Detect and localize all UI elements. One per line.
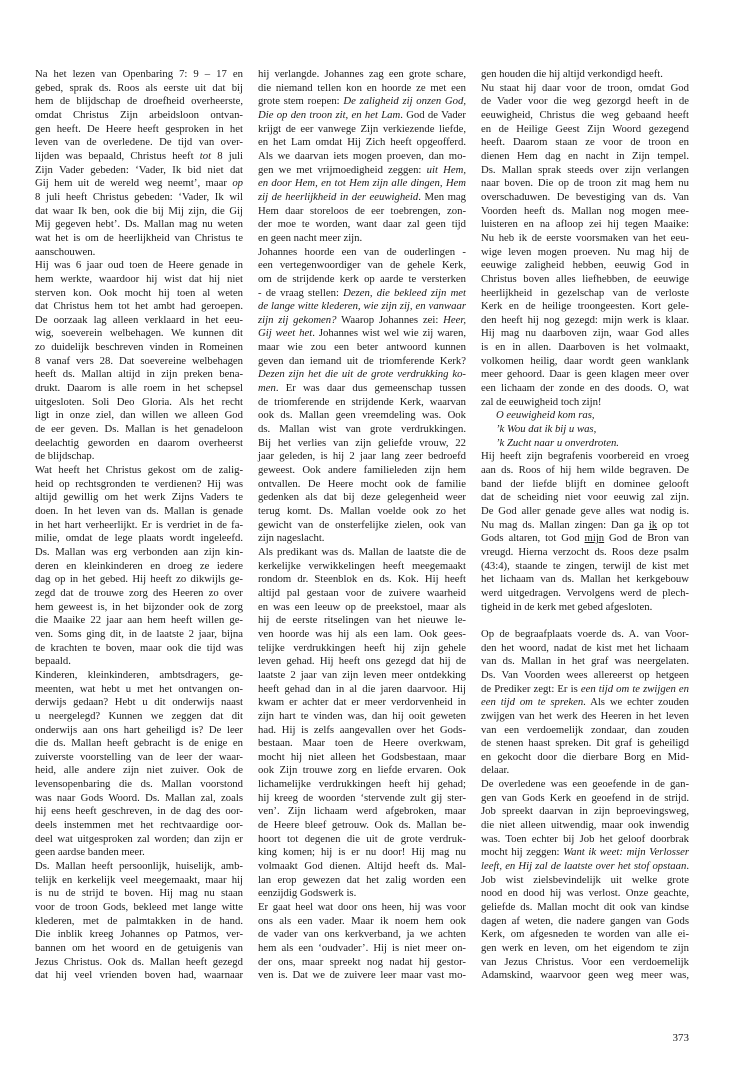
poem-verse [481, 409, 689, 450]
italic-quote: De zaligheid zij onzen God, [343, 95, 466, 108]
text-line: ontvallen. De Heere mocht ook de familie [258, 477, 466, 490]
text-line: ook Zijn trouwe zorg en liefde ervaren. Ook [258, 764, 466, 777]
text-line [258, 327, 466, 341]
text-line: gewicht van de onsterfelijke zielen, ook van [258, 518, 466, 531]
text-line: gen houden die hij altijd verkondigd heeft. [481, 68, 663, 80]
text-line: Adamskind, waarvoor geen weg meer was, [481, 969, 689, 982]
text-line: lan erop gewezen dat het zalig worden een [258, 873, 466, 886]
text-line [258, 368, 466, 382]
text-line: Christus boven alles liefhebben, de eeuwige [481, 272, 689, 285]
text-line: hem de blijdschap de droefheid overheerste, [35, 95, 243, 108]
text-line: telijke verdrukkingen heeft hij zijn gehele [258, 641, 466, 654]
text-line: klederen, met de palmtakken in de hand. [35, 914, 243, 927]
text-line: hem werkte, waardoor hij wist dat hij niet [35, 272, 243, 285]
italic-quote: tot [199, 149, 212, 162]
text-line: was naar Gods Woord. Ds. Mallan zal, zoals [35, 791, 243, 804]
text-line: en de Heilige Geest Zijn Woord gezegend [481, 122, 689, 135]
text-column-1 [35, 68, 243, 983]
underlined-word: mijn [584, 532, 605, 545]
text-line: de blijdschap. [35, 450, 95, 463]
text-line: dat waar Ik ben, ook die bij Mij zijn, die Gij [35, 204, 243, 217]
text-line: die niemand tellen kon en hoorde ze met een [258, 81, 466, 94]
text-line: de vader van ons kerkverband, ja we achten [258, 928, 466, 941]
text-line: ven. Soms ging dit, in de laatste 2 jaar, bijna [35, 627, 243, 640]
text-line: meer gehoord. Daar is geen klagen meer over [481, 368, 689, 381]
text-line: hoort tot degenen die uit de grote verdruk- [258, 832, 466, 845]
text-line: onderwijs aan ons hart geheiligd is? De leer [35, 723, 243, 736]
text-line: luisteren en na afloop zei hij tegen Maaike: [481, 218, 689, 231]
text-line: Mij gegeven hebt’. Ds. Mallan mag nu weten [35, 218, 243, 231]
text-line: ligt in onze ziel, dan willen we alleen God [35, 409, 243, 422]
text-line: milie, omdat de lege plaats wordt ingeleefd. [35, 532, 243, 545]
text-segment: . Johannes wist wel wie zij waren, [312, 327, 466, 340]
italic-quote: uit Hem, [426, 163, 466, 176]
text-line: ook ds. Mallan geen vreemdeling was. Ook [258, 409, 466, 422]
text-segment: grote stem roepen: [258, 95, 344, 108]
text-line: der ons, maar spreekt nog nadat hij gestor- [258, 955, 466, 968]
text-line: Job spreekt daarvan in zijn beproevingsweg, [481, 805, 689, 818]
text-segment: Waarop Johannes zei: [336, 313, 444, 326]
underlined-word: ik [648, 518, 658, 531]
text-line: band der liefde blijft en dominee gelooft [481, 477, 689, 490]
italic-quote: Want ik weet: mijn Verlosser [563, 846, 689, 859]
text-line: nood en dood hij was verlost. Onze geachte, [481, 887, 689, 900]
italic-quote: Dezen zijn het die uit de grote verdrukking ko- [258, 368, 466, 381]
text-line: en het Lam omdat Hij Zich heeft opgeofferd. [258, 136, 466, 149]
italic-quote: een tijd om te spreken [481, 696, 584, 709]
text-line: der moe te worden, want daar zal geen tijd [258, 218, 466, 231]
text-line [258, 382, 466, 396]
text-line: aan ds. Roos of hij hem wilde begraven. De [481, 464, 689, 477]
text-line: levensopenbaring die ds. Mallan voorstond [35, 778, 243, 791]
text-line: Kinderen, kleinkinderen, ambtsdragers, ge- [35, 668, 243, 681]
italic-quote: en door Hem, en tot Hem zijn alle dingen, Hem [258, 177, 466, 190]
text-line: Nu heb ik de eerste voorsmaken van het eeu- [481, 231, 689, 244]
italic-quote: Die op den troon zit, en het Lam [258, 108, 401, 121]
text-line: hem geweest is, in het bijzonder ook de zorg [35, 600, 243, 613]
text-line: geliefde ds. Mallan mocht dit ook van kindse [481, 901, 689, 914]
text-line [481, 532, 689, 546]
text-line: doen. In het leven van ds. Mallan is genade [35, 505, 243, 517]
text-line [258, 109, 466, 123]
text-line: Na het lezen van Openbaring 7: 9 – 17 en [35, 68, 243, 80]
text-line: naar boven. Die op de troon zit mag hem nu [481, 177, 689, 190]
text-line [258, 177, 466, 191]
text-line: altijd pal gestaan voor de zuivere waarheid [258, 586, 466, 599]
text-line [258, 314, 466, 328]
text-line: De oorzaak lag alleen verklaard in het eeu- [35, 313, 243, 326]
text-line: voor de troon Gods, bekleed met lange witte [35, 901, 243, 914]
text-line: Hij was 6 jaar oud toen de Heere genade in [35, 259, 243, 272]
text-line: king komen; hij is er nu door! Hij mag nu [258, 846, 466, 859]
paragraph [258, 246, 466, 546]
text-line: Hij heeft zijn begrafenis voorbereid en vroeg [481, 450, 689, 463]
text-line: zuiverste voorstelling van de leer der waar- [35, 750, 243, 763]
text-line: deelachtig geworden en daarom overheerst [35, 436, 243, 449]
text-line: rondom dr. Steenblok en ds. Kok. Hij heeft [258, 573, 466, 586]
text-line: Johannes hoorde een van de ouderlingen - [258, 245, 466, 258]
text-line: derwijs gedaan? Hebt u dit onderwijs naast [35, 696, 243, 709]
text-line: hij de eerste ritselingen van het nieuwe le- [258, 614, 466, 627]
text-line: een vertegenwoordiger van de gehele Kerk, [258, 259, 466, 272]
text-line: dagen af weten, die nadere gangen van Gods [481, 914, 689, 927]
italic-quote: een tijd om te zwijgen en [580, 682, 690, 695]
paragraph [35, 68, 243, 259]
italic-quote: de lange witte klederen, wie zijn zij, en vanwaar [258, 300, 466, 313]
text-line: die ds. Mallan heeft gebracht is de enige en [35, 737, 243, 750]
text-line [258, 300, 466, 314]
text-line: de Vader voor die weg gezorgd heeft in de [481, 95, 689, 108]
text-line: ’k Wou dat ik bij u was, [496, 423, 597, 436]
paragraph [481, 628, 689, 778]
text-line: gedenken als dat bij deze gelegenheid weer [258, 491, 466, 504]
text-column-3 [481, 68, 689, 983]
text-line: De God aller genade geve alles wat nodig is. [481, 505, 689, 517]
text-line: hem als een ‘oudvader’. Hij is niet meer on- [258, 942, 466, 954]
text-segment: . Men mag [418, 190, 466, 203]
text-line: tigheid in de kerk met gebed afgesloten. [481, 600, 653, 613]
text-line: heid op rechtsgronden te verdienen? Hij was [35, 477, 243, 490]
text-line: kerkelijke verwikkelingen heeft meegemaakt [258, 559, 466, 572]
text-line [35, 177, 243, 191]
text-line: bepaald. [35, 655, 71, 668]
text-line: zijn nageslacht. [258, 532, 325, 545]
italic-quote: Dezen, die bekleed zijn met [343, 286, 466, 299]
paragraph [258, 68, 466, 246]
text-segment: lijden was bepaald, Christus heeft [35, 149, 200, 162]
text-line: gebed, sprak ds. Roos als eerste uit dat bij [35, 81, 243, 94]
text-line: ven’. Zijn lichaam werd afgebroken, maar [258, 805, 466, 818]
text-line: Ds. Mallan sprak steeds over zijn verlangen [481, 163, 689, 176]
text-line [481, 519, 689, 533]
text-line: de triomferende en strijdende Kerk, waarvan [258, 395, 466, 408]
text-line: die niet alleen uitwendig, maar ook inwendig [481, 819, 689, 832]
text-line: eeuwigheid, Christus die weg gebaand heeft [481, 108, 689, 121]
text-segment: Nu mag ds. Mallan zingen: Dan ga [481, 518, 649, 531]
paragraph [258, 546, 466, 901]
text-line: Nu staat hij daar voor de troon, omdat God [481, 81, 689, 94]
text-line: vreugd. Hierna verzocht ds. Roos deze psalm [481, 545, 689, 558]
text-line: De overledene was een geoefende in de gan- [481, 778, 689, 791]
text-line: zal de eeuwigheid toch zijn! [481, 395, 602, 408]
text-segment: . God de Vader [400, 108, 466, 121]
text-line: overschaduwen. De bevestiging van ds. Van [481, 190, 689, 203]
text-line: Die inblik kreeg Johannes op Patmos, ver- [35, 928, 243, 941]
text-line: maar wie zou een beter antwoord kunnen [258, 341, 466, 354]
text-line: sterven kon. Ook mocht hij toen al weten [35, 286, 243, 299]
text-line: meenten, wat hebt u met het ontvangen on- [35, 682, 243, 695]
text-line: Kerk en de heilige troongeesten. Kort gele- [481, 300, 689, 313]
text-line: het lichaam van ds. Mallan het kerkgebouw [481, 573, 689, 586]
text-line: in het hart verheerlijkt. Er is verdriet in de fa- [35, 518, 243, 531]
text-segment: . [686, 860, 689, 873]
text-line: hij eens heeft geschreven, in de dag des oor- [35, 805, 243, 818]
text-line: 8 vanaf vers 28. Dat soevereine welbehagen [35, 354, 243, 367]
text-line: deel wat uitgesproken zal worden; dan zijn er [35, 832, 243, 845]
text-line: omdat Christus Zijn arbeidsloon ontvan- [35, 108, 243, 121]
text-line: ’k Zucht naar u onverdroten. [496, 436, 619, 449]
text-line: laatste 2 jaar van zijn leven meer ontdekking [258, 668, 466, 681]
text-column-2 [258, 68, 466, 983]
italic-quote: Gij weet het [258, 327, 313, 340]
text-line: heeft gehad dan in al die jaren daarvoor. Hij [258, 682, 466, 695]
text-line: dag op in het gebed. Hij heeft zo dikwijls ge- [35, 573, 243, 586]
text-line: ven is. Dat we de zuivere leer maar vast mo- [258, 969, 466, 982]
text-line: wat het is om de heerlijkheid van Christus te [35, 231, 243, 244]
paragraph [481, 82, 689, 410]
text-line: zegd dat de trouwe zorg des Heeren zo over [35, 586, 243, 599]
text-line: (43:4), staande te zingen, terwijl de kist met [481, 559, 689, 572]
text-line: Als we daarvan iets mogen proeven, dan mo- [258, 149, 466, 162]
text-line: volkomen heilig, daar wordt geen wanklank [481, 354, 689, 367]
text-segment: . Er was daar dus gemeenschap tussen [275, 382, 466, 395]
paragraph [481, 778, 689, 983]
text-line: hij verlangde. Johannes zag een grote schare, [258, 68, 466, 80]
text-line: Ds. Mallan was erg verbonden aan zijn kin- [35, 545, 243, 558]
text-line: deels instemmen met het rechtvaardige oor- [35, 819, 243, 832]
italic-quote: zij de heerlijkheid in der eeuwigheid [258, 190, 419, 203]
text-line [258, 287, 466, 301]
text-line: leven gehad. Hij heeft ons gezegd dat hij de [258, 655, 466, 668]
text-line: die Maaike 22 jaar aan hem heeft willen ge- [35, 614, 243, 627]
text-line: zijn hart te vinden was, dan hij ooit geweten [258, 709, 466, 722]
text-segment: Gij hem uit de wereld weg neemt’, maar [35, 177, 233, 190]
text-line: heeft ds. Mallan altijd in zijn preken bena- [35, 368, 243, 381]
text-line: volmaakt God dienen. Altijd heeft ds. Mal- [258, 860, 466, 873]
text-line: Zijn Vader gebeden: ‘Vader, Ik bid niet dat [35, 163, 243, 176]
text-line: is nu de strijd te boven. Hij mag nu staan [35, 887, 243, 900]
text-line: leven van de overledene. De tijd van over- [35, 136, 243, 149]
paragraph [35, 669, 243, 860]
text-line [258, 191, 466, 205]
italic-quote: zijn zij gekomen? [258, 313, 337, 326]
paragraph-gap [481, 614, 689, 628]
text-segment: God de Bron van [604, 532, 689, 545]
text-line: de Heere bleef getrouw. Ook ds. Mallan be- [258, 819, 466, 832]
paragraph [481, 450, 689, 614]
text-line: bannen om het woord en de getuigenis van [35, 942, 243, 954]
text-line: ons als een vader. Maar ik noem hem ook [258, 914, 466, 927]
text-line: mocht hij niet alleen het Godsbestaan, maar [258, 750, 466, 763]
text-line: telijk en kerkelijk veel meegemaakt, maar hij [35, 873, 243, 886]
text-line: dienen Hem dag en nacht in Zijn tempel. [481, 149, 689, 162]
italic-quote: op [232, 177, 243, 190]
text-line: een lichaam der zonde en des doods. O, wat [481, 382, 689, 395]
text-line: uitgesloten. Soli Deo Gloria. Als het recht [35, 395, 243, 408]
text-line [35, 150, 243, 164]
text-line: jaar geleden, is hij 2 jaar lang zeer bedroefd [258, 450, 466, 463]
text-line: 8 juli heeft Christus gebeden: ‘Vader, Ik wil [35, 190, 243, 203]
text-segment: . Als we echter zouden [583, 696, 689, 709]
text-line: bestaan. Maar toen de Heere overkwam, [258, 737, 466, 750]
text-line [258, 95, 466, 109]
text-line: had. Hij is zelfs aangevallen over het Gods- [258, 723, 466, 736]
text-line: wige leven mogen proeven. Nu mag hij de [481, 245, 689, 258]
paragraph [35, 464, 243, 669]
text-line: de krachten te boven, maar ook die tijd was [35, 641, 243, 654]
text-line: en geen nacht meer zijn. [258, 231, 363, 244]
text-line: van een verdoemelijk zondaar, dan zouden [481, 723, 689, 736]
text-line: om de strijdende kerk op aarde te versterken [258, 272, 466, 285]
text-line: dat hij veel vrienden boven had, waarnaar [35, 969, 243, 982]
text-line: de stenen haast spreken. Dit graf is geheiligd [481, 737, 689, 750]
text-line: en was een leeuw op de preekstoel, maar als [258, 600, 466, 613]
text-line: heeft. Daarom staan ze voor de troon en [481, 136, 689, 149]
text-line: ds. Mallan wist van grote verdrukkingen. [258, 423, 466, 436]
text-segment: 8 juli [211, 149, 243, 162]
text-line: drukt. Daarom is alle roem in het schepsel [35, 382, 243, 395]
text-line: heid, alle andere zijn niet zuiver. Ook de [35, 764, 243, 777]
text-line: O eeuwigheid kom ras, [496, 409, 595, 422]
text-line: altijd gewillig om het werk Zijns Vaders te [35, 491, 243, 504]
text-segment: mocht hij zeggen: [481, 846, 564, 859]
text-line: Ds. Mallan heeft persoonlijk, huiselijk, amb- [35, 860, 243, 873]
text-line: gen werk en leven, om het eigendom te zijn [481, 942, 689, 954]
text-line: dat de scheiding niet voor eeuwig zal zijn. [481, 491, 689, 504]
paragraph [481, 68, 689, 82]
text-line: lichamelijke verdrukkingen heeft hij gehad; [258, 778, 466, 791]
text-line: werd uitgedragen. Vervolgens werd de plech- [481, 586, 689, 599]
text-line: de eer geven. Ds. Mallan is het genadeloon [35, 423, 243, 436]
text-line: geen aardse banden meer. [35, 846, 145, 859]
italic-quote: leeft, en Hij zal de laatste over het stof opstaan [481, 860, 687, 873]
text-line: terug komt. Ds. Mallan voelde ook zo het [258, 505, 466, 517]
text-line: Hem daar storeloos de eer toebrengen, zon- [258, 204, 466, 217]
text-line: en gekocht door die dierbare Borg en Mid- [481, 750, 689, 763]
text-segment: gen we met vrijmoedigheid zeggen: [258, 163, 427, 176]
text-line: Job wist zielsbevindelijk uit welke grote [481, 873, 689, 886]
text-line [481, 846, 689, 860]
text-line: gen van Gods Kerk en geoefend in de strijd. [481, 791, 689, 804]
italic-quote: Heer, [443, 313, 466, 326]
text-line: zo duidelijk beschreven vinden in Romeinen [35, 341, 243, 354]
text-line: dat Christus hem tot het ambt had geroepen. [35, 300, 243, 313]
paragraph [35, 259, 243, 464]
text-line: gen heeft. De Heere heeft gesproken in het [35, 122, 243, 135]
text-line [258, 164, 466, 178]
text-segment: op tot [657, 518, 689, 531]
text-line: ven hoorde was hij als een lam. Ook gees- [258, 627, 466, 640]
text-line: heerlijkheid in gezelschap van de verloste [481, 286, 689, 299]
text-line [481, 683, 689, 697]
text-line: Er gaat heel wat door ons heen, hij was voor [258, 901, 466, 914]
text-line: deren en kleinkinderen en droeg ze iedere [35, 559, 243, 572]
text-line: Wat heeft het Christus gekost om de zalig- [35, 464, 243, 477]
paragraph [35, 860, 243, 983]
text-line: krijgt de eer vanwege Zijn verkiezende liefde, [258, 122, 466, 135]
text-line: van Jezus Christus. Voor een verdoemelijk [481, 955, 689, 968]
text-line: den heeft hij nog gezegd: mijn werk is klaar. [481, 313, 689, 326]
text-segment: - de vraag stellen: [258, 286, 344, 299]
text-line: kwam er achter dat er meer verdorvenheid in [258, 696, 466, 709]
text-segment: Gods altaren, tot God [481, 532, 585, 545]
text-line: was. Toen echter bij Job het geloof doorbrak [481, 832, 689, 845]
italic-quote: men [258, 382, 276, 395]
text-line: van ds. Mallan in het graf was neergelaten. [481, 655, 689, 668]
text-line: aanschouwen. [35, 245, 96, 258]
text-line [481, 696, 689, 710]
text-line: is en in allen. Daarboven is het volmaakt, [481, 341, 689, 354]
text-line: eenzijdig Godswerk is. [258, 887, 357, 900]
text-segment: de Prediker zegt: Er is [481, 682, 581, 695]
text-line: wig, soeverein welbehagen. We kunnen dit [35, 327, 243, 340]
paragraph [258, 901, 466, 983]
text-line: Voorden heeft ds. Mallan nog mogen mee- [481, 204, 689, 217]
text-line [481, 860, 689, 874]
page-number: 373 [672, 1032, 689, 1044]
text-line: Kerk, om afgesneden te worden van alle ei- [481, 928, 689, 941]
text-line: eeuwige zaligheid hebben, eeuwig God in [481, 259, 689, 272]
text-line: Jezus Christus. Ook ds. Mallan heeft gezegd [35, 955, 243, 968]
text-line: delaar. [481, 764, 510, 777]
text-line: Bij het verlies van zijn geliefde vrouw, 22 [258, 436, 466, 449]
text-line: hij kreeg de woorden ‘stervende zult gij ster- [258, 791, 466, 804]
text-line: Ds. Van Voorden wees allereerst op hetgeen [481, 668, 689, 681]
text-line: u neergelegd? Kunnen we zeggen dat dit [35, 709, 243, 722]
text-line: zwijgen van het werk des Heeren in het leven [481, 709, 689, 722]
text-line: Hij mag nu daarboven zijn, waar God alles [481, 327, 689, 340]
text-line: Op de begraafplaats voerde ds. A. van Voor- [481, 627, 689, 640]
text-line: geweest. Ook andere familieleden zijn hem [258, 464, 466, 477]
text-line: geven dan iemand uit de triomferende Kerk? [258, 354, 466, 367]
text-line: Als predikant was ds. Mallan de laatste die de [258, 545, 466, 558]
text-line: den het woord, nadat de kist met het lichaam [481, 641, 689, 654]
